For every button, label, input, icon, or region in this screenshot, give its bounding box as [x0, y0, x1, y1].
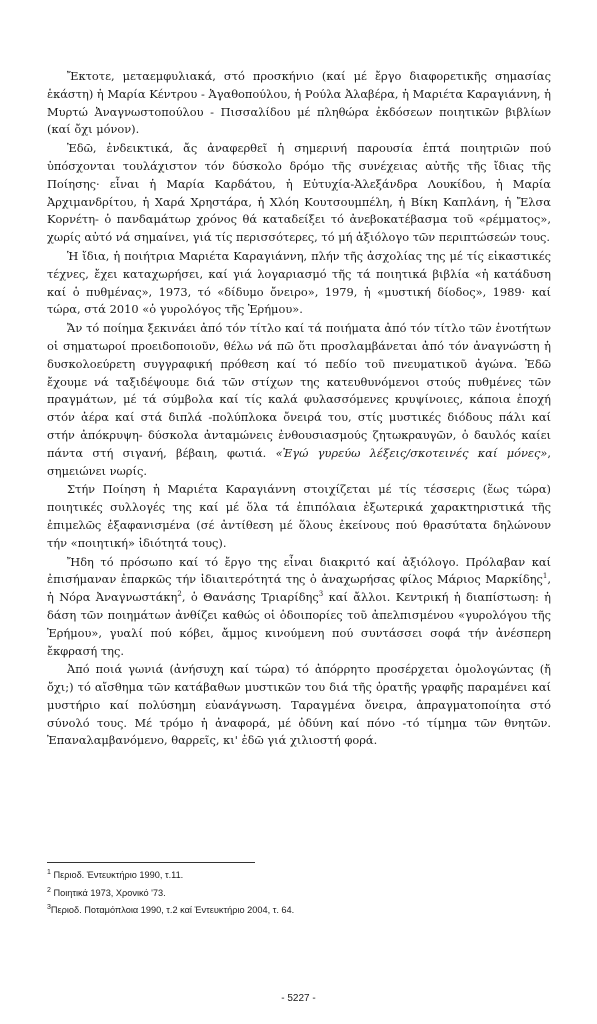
- paragraph-4-text: Ἄν τό ποίημα ξεκινάει ἀπό τόν τίτλο καί τά ποιήματα ἀπό τόν τίτλο τῶν ἑνοτήτων οἱ σηματωροί προειδοποιοῦν, θέλω νά πῶ ὅτι προσλαμβάνεται ἀπό τόν ἀναγνώστη ἡ δυσκολοεύρετη συγγραφική πρόθεση καί τό πεδίο τοῦ πνευματικοῦ ἀγώνα. Ἐδῶ ἔχουμε νά ταξιδέψουμε διά τῶν στίχων της κατευθυνόμενοι στούς πυθμένες τῶν πραγμάτων, μέ τά σύμβολα καί τίς καλά φυλασσόμενες κρυψίνοιες, κάποια ἐποχή στόν ἀέρα καί στά διπλά -πολύπλοκα ὄνειρά του, στίς μυστικές διόδους πάλι καί στήν ἀπόκρυψη- δύσκολα ἀνταμώνεις ἐνθουσιασμούς ζητωκραυγῶν, ὁ δαυλός καίει πάντα στή σιγανή, βέβαιη, φωτιά.: [47, 321, 551, 460]
- footnote-text: Περιοδ. Ἐντευκτήριο 1990, τ.11.: [50, 870, 184, 880]
- footnote-text: Ποιητικά 1973, Χρονικό '73.: [50, 887, 166, 898]
- footnote-mark: 1: [47, 868, 51, 876]
- paragraph-6-part-c: , ὁ Θανάσης Τριαρίδης: [181, 590, 319, 605]
- footnote-1: [47, 867, 551, 885]
- paragraph-6: [47, 554, 551, 661]
- paragraph-5: Στήν Ποίηση ἡ Μαριέτα Καραγιάννη στοιχίζεται μέ τίς τέσσερις (ἕως τώρα) ποιητικές συλλογές της καί μέ ὅλα τά ἐπιπόλαια ἐξωτερικά χαρακτηριστικά τῆς ἐπιμελῶς ἐξαφανισμένα (σέ ἀντίθεση μέ ὅλους ἐκείνους πού θρασύτατα δηλώνουν τήν «ποιητική» ἰδιότητά τους).: [47, 482, 551, 550]
- paragraph-1: Ἔκτοτε, μεταεμφυλιακά, στό προσκήνιο (καί μέ ἔργο διαφορετικῆς σημασίας ἑκάστη) ἡ Μαρία Κέντρου - Ἀγαθοπούλου, ἡ Ρούλα Ἀλαβέρα, ἡ Μαριέτα Καραγιάννη, ἡ Μυρτώ Ἀναγνωστοπούλου - Πισσαλίδου μέ πληθώρα ἐκδόσεων ποιητικῶν βιβλίων (καί ὄχι μόνον).: [47, 69, 551, 137]
- paragraph-7: Ἀπό ποιά γωνιά (ἀνήσυχη καί τώρα) τό ἀπόρρητο προσέρχεται ὁμολογώντας (ἤ ὄχι;) τό αἴσθημα τῶν κατάβαθων μυστικῶν του διά τῆς ὁρατῆς γραφῆς παραμένει καί μυστήριο καί πολύσημη εὐανάγνωση. Ταραγμένα ὄνειρα, ἀπραγματοποίητα στό σύνολό τους. Μέ τρόμο ἡ ἀναφορά, μέ ὀδύνη καί πόνο -τό τίμημα τῶν θνητῶν. Ἐπαναλαμβανόμενο, θαρρεῖς, κι' ἐδῶ γιά χιλιοστή φορά.: [47, 662, 551, 748]
- footnote-text: Περιοδ. Ποταμόπλοια 1990, τ.2 καί Ἐντευκτήριο 2004, τ. 64.: [50, 905, 295, 915]
- paragraph-4-tail: , σημειώνει νωρίς.: [47, 445, 551, 478]
- body-text: [47, 68, 551, 751]
- footnote-2: [47, 885, 551, 903]
- paragraph-6-part-d: καί ἄλλοι. Κεντρική ἡ διαπίστωση: ἡ δάση τῶν ποιημάτων ἀνθίζει καθώς οἱ ὁδοιπορίες τοῦ ἀπελπισμένου «γυρολόγου τῆς Ἐρήμου», γυαλί πού κόβει, ἄμμος κινούμενη πού συντάσσει σοφά τήν ἀνέσπερη ἔκφρασή της.: [47, 590, 551, 658]
- paragraph-2: Ἐδῶ, ἐνδεικτικά, ἄς ἀναφερθεῖ ἡ σημερινή παρουσία ἑπτά ποιητριῶν πού ὑπόσχονται τουλάχιστον τόν δύσκολο δρόμο τῆς συνέχειας αὐτῆς τῆς ἴδιας τῆς Ποίησης· εἶναι ἡ Μαρία Καρδάτου, ἡ Εὐτυχία-Ἀλεξάνδρα Λουκίδου, ἡ Μαρία Ἀρχιμανδρίτου, ἡ Χαρά Χρηστάρα, ἡ Χλόη Κουτσουμπέλη, ἡ Βίκη Καπλάνη, ἡ Ἔλσα Κορνέτη- ὁ πανδαμάτωρ χρόνος θά καταδείξει τό ἀνεβοκατέβασμα τοῦ «ρέμματος», χωρίς αὐτό νά σημαίνει, γιά τίς περισσότερες, τό μή ἀξιόλογο τῶν περιπτώσεών τους.: [47, 141, 551, 245]
- footnote-ref-3[interactable]: 3: [318, 590, 324, 599]
- paragraph-4: [47, 320, 551, 480]
- paragraph-6-part-b: , ἡ Νόρα Ἀναγνωστάκη: [47, 572, 551, 605]
- footnote-divider: [47, 862, 255, 863]
- footnote-ref-1[interactable]: 1: [542, 572, 548, 581]
- quoted-verse: «Ἐγώ γυρεύω λέξεις/σκοτεινές καί μόνες»: [275, 445, 548, 460]
- paragraph-3: Ἡ ἴδια, ἡ ποιήτρια Μαριέτα Καραγιάννη, πλήν τῆς ἀσχολίας της μέ τίς εἰκαστικές τέχνες, ἔχει καταχωρήσει, καί γιά λογαριασμό τῆς τά ποιητικά βιβλία «ἡ κατάδυση καί ὁ πυθμένας», 1973, τό «δίδυμο ὄνειρο», 1979, ἡ «μυστική δίοδος», 1989· καί τώρα, στά 2010 «ὁ γυρολόγος τῆς Ἐρήμου».: [47, 248, 551, 317]
- page-number: - 5227 -: [281, 993, 316, 1004]
- footnotes: [47, 867, 551, 920]
- paragraph-6-part-a: Ἤδη τό πρόσωπο καί τό ἔργο της εἶναι διακριτό καί ἀξιόλογο. Πρόλαβαν καί ἐπισήμαναν ἐπαρκῶς τήν ἰδιαιτερότητά της ὁ ἀναχωρήσας φίλος Μάριος Μαρκίδης: [47, 554, 551, 587]
- footnote-mark: 2: [47, 886, 51, 894]
- footnote-mark: 3: [47, 903, 51, 911]
- footnote-3: [47, 902, 551, 920]
- footnote-ref-2[interactable]: 2: [177, 590, 182, 599]
